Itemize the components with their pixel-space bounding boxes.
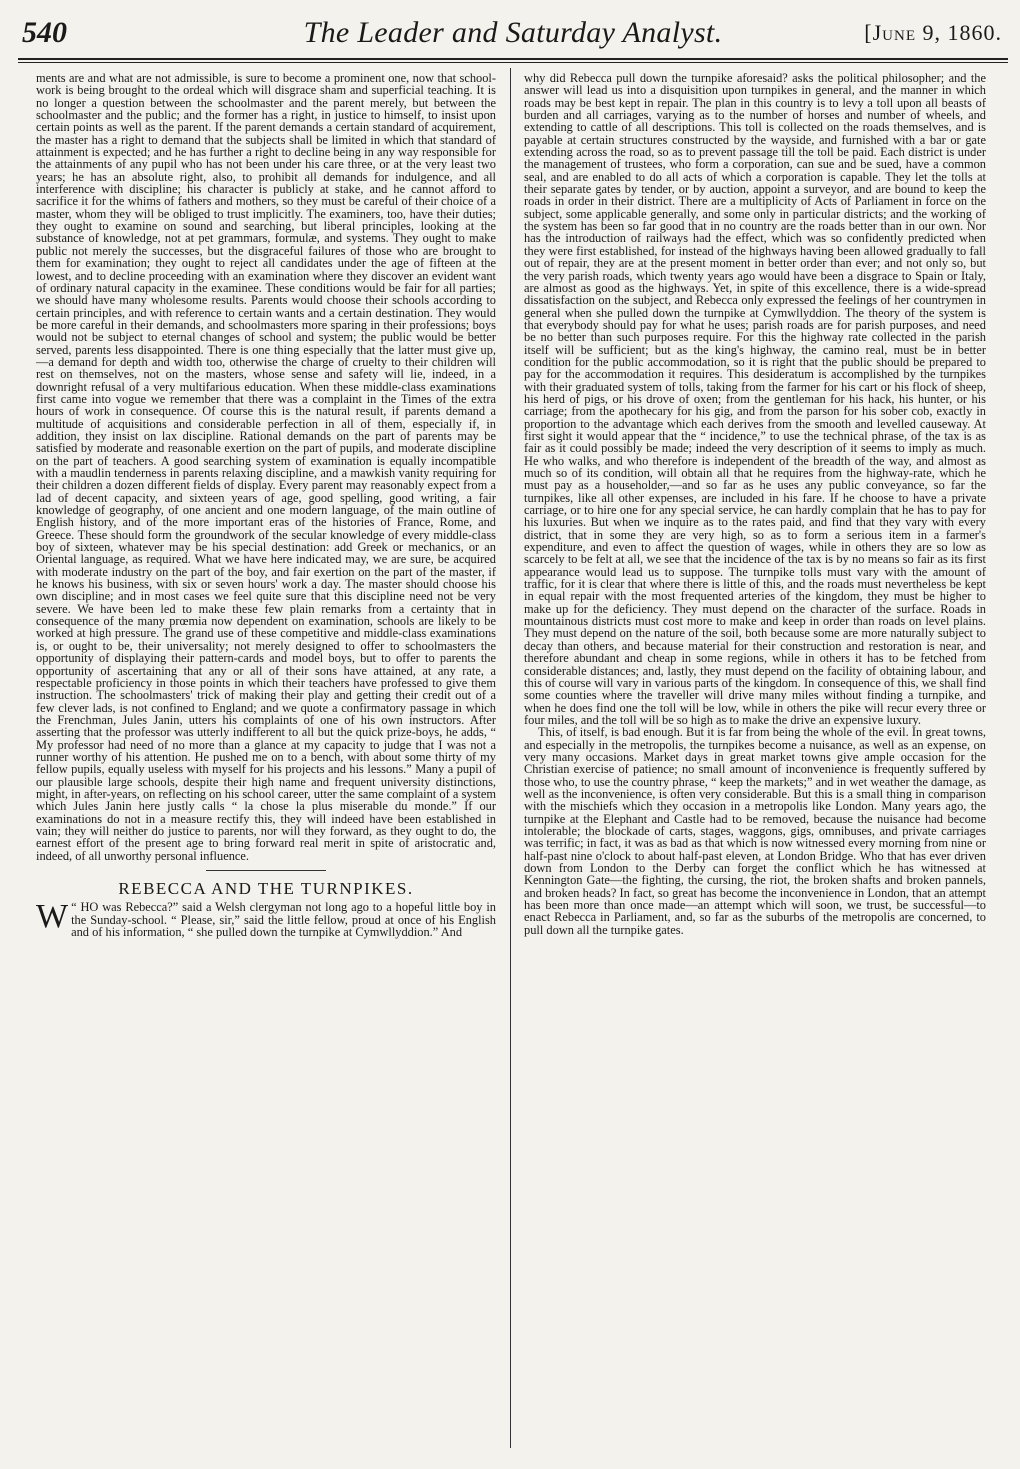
page-header (18, 14, 1008, 54)
left-column (36, 72, 496, 938)
section-divider (206, 870, 326, 871)
article-opening (36, 898, 496, 940)
publication-title: The Leader and Saturday Analyst. (303, 16, 723, 49)
opening-quote: “ (71, 900, 81, 915)
page-number: 540 (22, 16, 67, 49)
header-rule (18, 58, 1008, 60)
left-paragraph: ments are and what are not admissible, is sure to become a prominent one, now that school-work is being brought to the ordeal which will disgrace sham and superficial teaching. It is no longer a question between the schoolmaster and the parent merely, but between the schoolmaster and the public; and the former has a right, in justice to himself, to insist upon certain points as well as the parent. If the parent demands a certain standard of acquirement, the master has a right to demand that the subjects shall be limited in which that standard of attainment is expected; and he has further a right to decline being in any way responsible for the attainments of any pupil who has not been under his care three, or at the very least two years; he has an absolute right, also, to prohibit all demands for indulgence, and all interference with discipline; his character is publicly at stake, and he cannot afford to sacrifice it for the whims of fathers and mothers, so they must be careful of their choice of a master, whom they will be obliged to trust implicitly. The examiners, too, have their duties; they ought to examine on sound and searching, but liberal principles, looking at the substance of knowledge, not at pet grammars, formulæ, and systems. They ought to make public not merely the successes, but the disgraceful failures of those who are brought to them for examination; they ought to reject all candidates under the age of fifteen at the lowest, and to decline proceeding with an examination where they discover an evident want of ordinary natural capacity in the examinee. These conditions would be fair for all parties; we should have many wholesome results. Parents would choose their schools according to certain principles, and with reference to certain wants and a certain destination. They would be more careful in their demands, and schoolmasters more sparing in their professions; boys would not be subject to eternal changes of school and system; the public would be better served, parents less disappointed. There is one thing especially that the latter must give up,—a demand for depth and width too, otherwise the charge of cruelty to their children will rest on themselves, not on the masters, whose sense and safety will lie, indeed, in a downright refusal of a very multifarious education. When these middle-class examinations first came into vogue we remember that there was a complaint in the Times of the extra hours of work in consequence. Of course this is the natural result, if parents demand a multitude of acquisitions and considerable perfection in all of them, especially if, in addition, they insist on lax discipline. Rational demands on the part of parents may be satisfied by moderate and reasonable exertion on the part of pupils, and moderate discipline on the part of teachers. A good searching system of examination is equally incompatible with a maudlin tenderness in parents relaxing discipline, and a mawkish vanity requiring for their children a dozen different fields of display. Every parent may reasonably expect from a lad of decent capacity, and sixteen years of age, good spelling, good writing, a fair knowledge of geography, of one ancient and one modern language, of the main outline of English history, and of the more important eras of the histories of France, Rome, and Greece. These should form the groundwork of the secular knowledge of every middle-class boy of sixteen, whatever may be his special destination: add Greek or mechanics, or an Oriental language, as required. What we have here indicated may, we are sure, be acquired with moderate industry on the part of the boy, and fair exertion on the part of the master, if he knows his business, with six or seven hours' work a day. The master should choose his own discipline; and in most cases we feel quite sure that this discipline need not be very severe. We have been led to make these few plain remarks from a certainty that in consequence of the many prœmia now dependent on examination, schools are likely to be worked at high pressure. The grand use of these competitive and middle-class examinations is, or ought to be, their universality; not merely designed to offer to schoolmasters the opportunity of displaying their pattern-cards and model boys, but to offer to parents the opportunity of ascertaining that any or all of their sons have attained, at any rate, a respectable proficiency in those points in which their teachers have professed to give them instruction. The schoolmasters' trick of making their play and getting their credit out of a few clever lads, is not confined to England; and we quote a confirmatory passage in which the Frenchman, Jules Janin, utters his complaints of one of his own instructors. After asserting that the professor was utterly indifferent to all but the quick prize-boys, he adds, “ My professor had need of no more than a glance at my capacity to judge that I was not a runner worthy of his attention. He pushed me on to a bench, with about some thirty of my fellow pupils, equally useless with myself for his projects and his lessons.” Many a pupil of our plausible large schools, despite their high name and frequent university distinctions, might, in after-years, on reflecting on his school career, utter the same complaint of a system which Jules Janin here justly calls “ la chose la plus miserable du monde.” If our examinations do not in a measure rectify this, they will indeed have been established in vain; they will neither do justice to parents, nor will they forward, as they ought to do, the earnest effort of the present age to bring forward real merit in spite of aristocratic and, indeed, of all unworthy personal influence. (36, 71, 496, 863)
issue-date: [June 9, 1860. (864, 20, 1002, 45)
drop-cap: W (36, 898, 69, 936)
article-headline: REBECCA AND THE TURNPIKES. (118, 879, 414, 898)
column-divider (510, 68, 511, 1448)
right-paragraph: This, of itself, is bad enough. But it is far from being the whole of the evil. In great towns, and especially in the metropolis, the turnpikes become a nuisance, as well as an expense, on very many occasions. Market days in great market towns give ample occasion for the Christian exercise of patience; no small amount of inconvenience is frequently suffered by those who, to use the country phrase, “ keep the markets;” and in wet weather the damage, as well as the inconvenience, is often very considerable. But this is a small thing in comparison with the mischiefs which they occasion in a metropolis like London. Many years ago, the turnpike at the Elephant and Castle had to be removed, because the nuisance had become intolerable; the blockade of carts, stages, waggons, gigs, omnibuses, and private carriages was terrific; in fact, it was as bad as that which is now witnessed every morning from nine or half-past nine o'clock to about half-past eleven, at London Bridge. Who that has ever driven down from London to the Derby can forget the conflict which he has witnessed at Kennington Gate—the fighting, the cursing, the riot, the broken shafts and broken pannels, and broken heads? In fact, so great has become the inconvenience in London, that an attempt has been more than once made—an attempt which will soon, we trust, be successful—to enact Rebecca in Parliament, and, so far as the suburbs of the metropolis are concerned, to pull down all the turnpike gates. (524, 725, 986, 937)
article-opening-text: HO was Rebecca?” said a Welsh clergyman not long ago to a hopeful little boy in the Sunday-school. “ Please, sir,” said the little fellow, proud at once of his English and of his information, “ she pulled down the turnpike at Cymwllyddion.” And (71, 900, 496, 940)
right-paragraph: why did Rebecca pull down the turnpike aforesaid? asks the political philosopher; and the answer will lead us into a disquisition upon turnpikes in general, and the manner in which roads may be best kept in repair. The plan in this country is to levy a toll upon all beasts of burden and all carriages, varying as to the number of horses and number of wheels, and extending to cattle of all descriptions. This toll is collected on the roads themselves, and is payable at certain structures constructed by the wayside, and furnished with a bar or gate extending across the road, so as to prevent passage till the toll be paid. Each district is under the management of trustees, who form a corporation, can sue and be sued, have a common seal, and are enabled to do all acts of which a corporation is capable. They let the tolls at their separate gates by tender, or by auction, appoint a surveyor, and are bound to keep the roads in order in their district. There are a multiplicity of Acts of Parliament in force on the subject, some applicable generally, and some only in particular districts; and the working of the system has been so far good that in no country are the roads better than in our own. Nor has the introduction of railways had the effect, which was so confidently predicted when they were first established, for instead of the highways having been allowed gradually to fall out of repair, they are at the present moment in better order than ever; and not only so, but the very parish roads, which twenty years ago would have been a disgrace to Spain or Italy, are almost as good as the highways. Yet, in spite of this excellence, there is a wide-spread dissatisfaction on the subject, and Rebecca only expressed the feelings of her countrymen in general when she pulled down the turnpike at Cymwllyddion. The theory of the system is that everybody should pay for what he uses; parish roads are for parish purposes, and need be no better than such purposes require. For this the highway rate collected in the parish itself will be sufficient; but as the king's highway, the camino real, must be in better condition for the public accommodation, so it is right that the public should be prepared to pay for the accommodation it requires. This desideratum is accomplished by the turnpikes with their graduated system of tolls, taking from the farmer for his cart or his flock of sheep, his herd of pigs, or his drove of oxen; from the gentleman for his hack, his hunter, or his carriage; from the apothecary for his gig, and from the parson for his sober cob, exactly in proportion to the advantage which each derives from the smooth and levelled causeway. At first sight it would appear that the “ incidence,” to use the technical phrase, of the tax is as fair as it could possibly be made; indeed the very description of it seems to imply as much. He who walks, and who therefore is independent of the breadth of the way, and almost as much so of its condition, will obtain all that he requires from the highway-rate, which he must pay as a householder,—and so far as he uses any public conveyance, so far the turnpikes, like all other expenses, are included in his fare. If he choose to have a private carriage, or to hire one for any special service, he can hardly complain that he has to pay for his luxuries. But when we inquire as to the rates paid, and find that they vary with every district, that in some they are very high, so as to form a serious item in a farmer's expenditure, and even to affect the question of wages, while in others they are so low as scarcely to be felt at all, we see that the incidence of the tax is by no means so fair as its first appearance would lead us to suppose. The turnpike tolls must vary with the amount of traffic, for it is clear that where there is little of this, and the roads must nevertheless be kept in equal repair with the most frequented arteries of the kingdom, they must be higher to make up for the deficiency. They must depend on the character of the surface. Roads in mountainous districts must cost more to make and keep in order than roads on level plains. They must depend on the nature of the soil, both because some are more naturally subject to decay than others, and because material for their construction and restoration is near, and therefore abundant and cheap in some regions, while in others it has to be fetched from considerable distances; and, lastly, they must depend on the facility of obtaining labour, and this of course will vary in various parts of the kingdom. In consequence of this, we shall find some counties where the traveller will drive many miles without finding a turnpike, and when he does find one the toll will be low, while in others the pike will recur every three or four miles, and the toll will be so high as to make the drive an expensive luxury. (524, 71, 986, 727)
right-column (524, 72, 986, 936)
header-rule-thin (18, 62, 1008, 63)
